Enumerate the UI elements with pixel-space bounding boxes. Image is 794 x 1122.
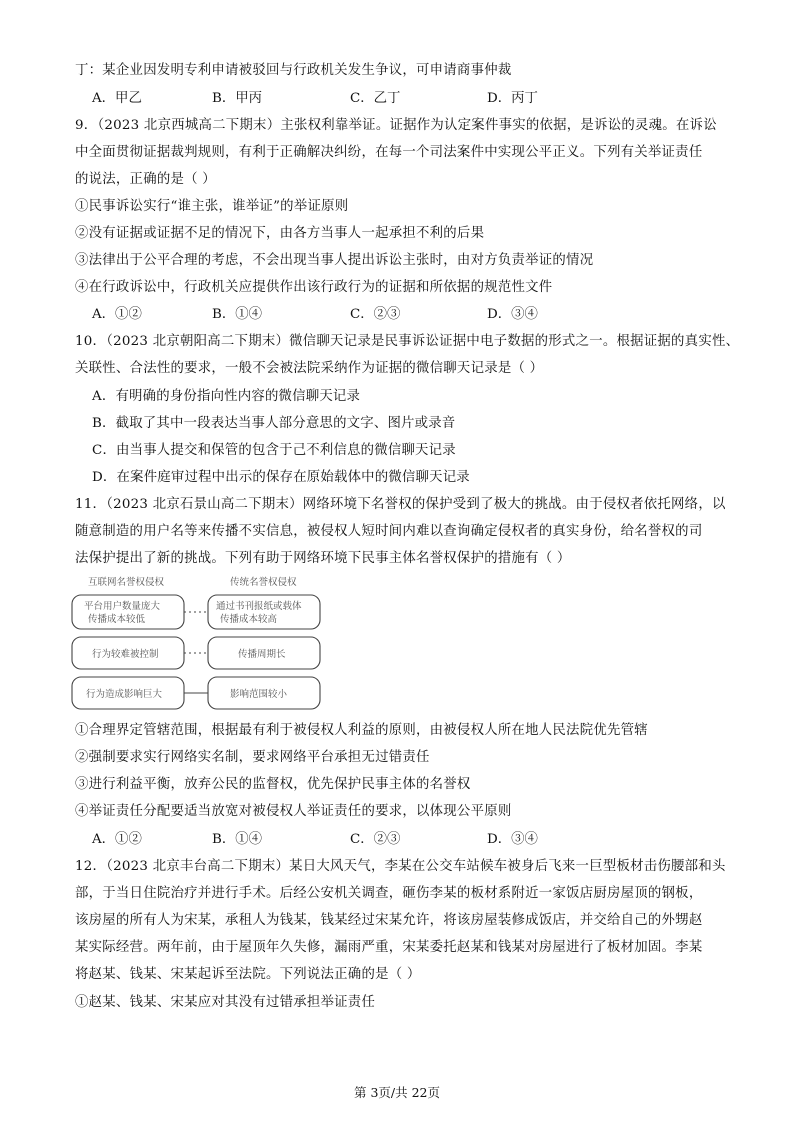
q10-option-c: C．由当事人提交和保管的包含于己不利信息的微信聊天记录 bbox=[92, 443, 456, 458]
q9-statement-1: ①民事诉讼实行“谁主张，谁举证”的举证原则 bbox=[75, 199, 349, 214]
q9-statement-3: ③法律出于公平合理的考虑，不会出现当事人提出诉讼主张时，由对方负责举证的情况 bbox=[75, 253, 594, 268]
q11-option-c: C．②③ bbox=[350, 832, 401, 847]
q9-statement-2: ②没有证据或证据不足的情况下，由各方当事人一起承担不利的后果 bbox=[75, 226, 485, 241]
q11-statement-1: ①合理界定管辖范围，根据最有利于被侵权人利益的原则，由被侵权人所在地人民法院优先管辖 bbox=[75, 723, 648, 738]
q12-stem-line-4: 某实际经营。两年前，由于屋顶年久失修，漏雨严重，宋某委托赵某和钱某对房屋进行了板材加固。李某 bbox=[75, 940, 703, 955]
q8-option-b: B．甲丙 bbox=[212, 91, 263, 106]
q9-stem-line-1: 9．（2023 北京西城高二下期末）主张权利靠举证。证据作为认定案件事实的依据，是诉讼的灵魂。在诉讼 bbox=[75, 118, 717, 133]
q12-stem-line-1: 12．（2023 北京丰台高二下期末）某日大风天气，李某在公交车站候车被身后飞来一巨型板材击伤腰部和头 bbox=[75, 859, 726, 874]
q9-stem-line-2: 中全面贯彻证据裁判规则，有利于正确解决纠纷，在每一个司法案件中实现公平正义。下列有关举证责任 bbox=[75, 145, 703, 160]
q9-stem-line-3: 的说法，正确的是（ ） bbox=[75, 172, 216, 187]
diagram-left-header: 互联网名誉权侵权 bbox=[88, 577, 165, 588]
q11-option-d: D．③④ bbox=[487, 832, 538, 847]
q11-option-a: A．①② bbox=[92, 832, 142, 847]
page-footer: 第 3页/共 22页 bbox=[353, 1085, 441, 1100]
diagram-right-box-1-line-2: 传播成本较高 bbox=[220, 614, 278, 625]
diagram-right-box-3-text: 影响范围较小 bbox=[230, 689, 288, 700]
diagram-right-box-1-line-1: 通过书刊报纸或载体 bbox=[216, 601, 302, 612]
diagram-left-box-3-text: 行为造成影响巨大 bbox=[86, 689, 163, 700]
q11-statement-3: ③进行利益平衡，放弃公民的监督权，优先保护民事主体的名誉权 bbox=[75, 777, 471, 792]
q9-option-a: A．①② bbox=[92, 307, 142, 322]
q11-option-b: B．①④ bbox=[212, 832, 263, 847]
diagram-right-header: 传统名誉权侵权 bbox=[230, 577, 297, 588]
q9-option-c: C．②③ bbox=[350, 307, 401, 322]
q10-option-b: B．截取了其中一段表达当事人部分意思的文字、图片或录音 bbox=[92, 416, 456, 431]
diagram-left-box-1-line-1: 平台用户数量庞大 bbox=[84, 601, 161, 612]
diagram-left-box-1-line-2: 传播成本较低 bbox=[88, 614, 146, 625]
q11-statement-4: ④举证责任分配要适当放宽对被侵权人举证责任的要求，以体现公平原则 bbox=[75, 804, 512, 819]
q11-stem-line-1: 11．（2023 北京石景山高二下期末）网络环境下名誉权的保护受到了极大的挑战。由于侵权者依托网络，以 bbox=[75, 497, 726, 512]
diagram-left-box-2-text: 行为较难被控制 bbox=[92, 649, 159, 660]
q12-statement-1: ①赵某、钱某、宋某应对其没有过错承担举证责任 bbox=[75, 995, 376, 1010]
q12-stem-line-5: 将赵某、钱某、宋某起诉至法院。下列说法正确的是（ ） bbox=[75, 967, 421, 982]
q8-statement-ding: 丁：某企业因发明专利申请被驳回与行政机关发生争议，可申请商事仲裁 bbox=[75, 63, 512, 78]
q9-statement-4: ④在行政诉讼中，行政机关应提供作出该行政行为的证据和所依据的规范性文件 bbox=[75, 280, 553, 295]
q11-stem-line-2: 随意制造的用户名等来传播不实信息，被侵权人短时间内难以查询确定侵权者的真实身份，给名誉权的司 bbox=[75, 524, 703, 539]
diagram-right-box-2-text: 传播周期长 bbox=[238, 649, 286, 660]
q10-stem-line-1: 10．（2023 北京朝阳高二下期末）微信聊天记录是民事诉讼证据中电子数据的形式之一。根据证据的真实性、 bbox=[75, 334, 740, 349]
q10-option-d: D．在案件庭审过程中出示的保存在原始载体中的微信聊天记录 bbox=[92, 470, 470, 485]
q9-option-b: B．①④ bbox=[212, 307, 263, 322]
q8-option-a: A．甲乙 bbox=[92, 91, 142, 106]
q10-stem-line-2: 关联性、合法性的要求，一般不会被法院采纳作为证据的微信聊天记录是（ ） bbox=[75, 361, 544, 376]
q12-stem-line-3: 该房屋的所有人为宋某，承租人为钱某，钱某经过宋某允许，将该房屋装修成饭店，并交给自己的外甥赵 bbox=[75, 913, 703, 928]
q8-option-d: D．丙丁 bbox=[487, 91, 538, 106]
q10-option-a: A．有明确的身份指向性内容的微信聊天记录 bbox=[92, 389, 361, 404]
q11-statement-2: ②强制要求实行网络实名制，要求网络平台承担无过错责任 bbox=[75, 750, 430, 765]
q9-option-d: D．③④ bbox=[487, 307, 538, 322]
q8-option-c: C．乙丁 bbox=[350, 91, 401, 106]
q12-stem-line-2: 部，于当日住院治疗并进行手术。后经公安机关调查，砸伤李某的板材系附近一家饭店厨房屋顶的钢板， bbox=[75, 886, 703, 901]
q11-comparison-diagram bbox=[70, 573, 330, 713]
q11-stem-line-3: 法保护提出了新的挑战。下列有助于网络环境下民事主体名誉权保护的措施有（ ） bbox=[75, 551, 571, 566]
